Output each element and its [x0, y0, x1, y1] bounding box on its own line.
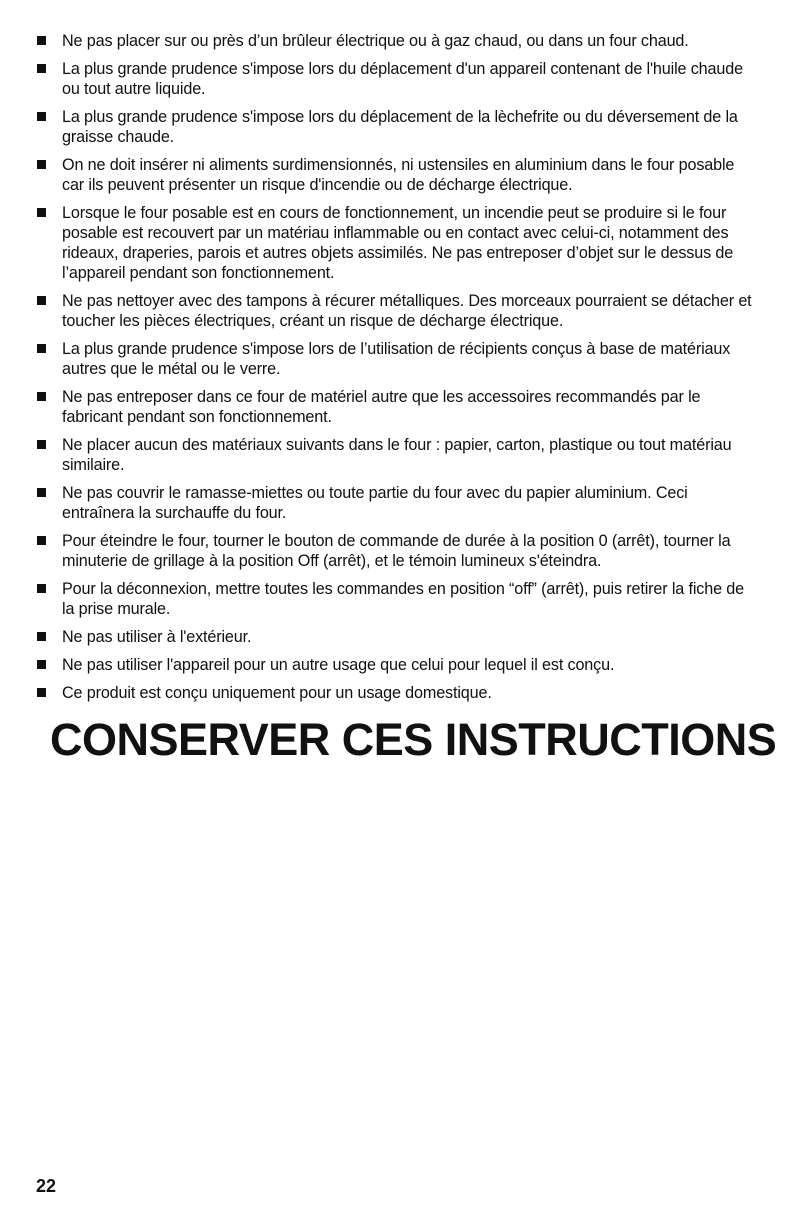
list-item: [36, 655, 756, 675]
list-item: [36, 387, 756, 427]
instruction-text: Ne pas utiliser l'appareil pour un autre usage que celui pour lequel il est conçu.: [62, 656, 615, 674]
closing-title: CONSERVER CES INSTRUCTIONS: [50, 714, 777, 765]
instruction-text: Ne pas couvrir le ramasse-miettes ou toute partie du four avec du papier aluminium. Ceci entraînera la surchauffe du four.: [62, 484, 688, 522]
list-item: [36, 435, 756, 475]
list-item: [36, 627, 756, 647]
instruction-text: Ne placer aucun des matériaux suivants dans le four : papier, carton, plastique ou tout matériau similaire.: [62, 436, 732, 474]
square-bullet-icon: [37, 64, 46, 73]
instruction-text: La plus grande prudence s'impose lors de l’utilisation de récipients conçus à base de matériaux autres que le métal ou le verre.: [62, 340, 731, 378]
square-bullet-icon: [37, 344, 46, 353]
square-bullet-icon: [37, 488, 46, 497]
square-bullet-icon: [37, 536, 46, 545]
instruction-text: Pour la déconnexion, mettre toutes les commandes en position “off” (arrêt), puis retirer la fiche de la prise murale.: [62, 580, 745, 618]
square-bullet-icon: [37, 160, 46, 169]
list-item: [36, 483, 756, 523]
list-item: [36, 107, 756, 147]
square-bullet-icon: [37, 296, 46, 305]
list-item: [36, 155, 756, 195]
square-bullet-icon: [37, 632, 46, 641]
list-item: [36, 203, 756, 283]
instruction-text: La plus grande prudence s'impose lors du déplacement de la lèchefrite ou du déversement de la graisse chaude.: [62, 108, 738, 146]
list-item: [36, 683, 756, 703]
square-bullet-icon: [37, 392, 46, 401]
instruction-text: La plus grande prudence s'impose lors du déplacement d'un appareil contenant de l'huile chaude ou tout autre liquide.: [62, 60, 743, 98]
instruction-text: Pour éteindre le four, tourner le bouton de commande de durée à la position 0 (arrêt), tourner la minuterie de grillage à la position Off (arrêt), et le témoin lumineux s'éteindra.: [62, 532, 731, 570]
instruction-text: Ne pas utiliser à l'extérieur.: [62, 628, 252, 646]
list-item: [36, 59, 756, 99]
square-bullet-icon: [37, 440, 46, 449]
square-bullet-icon: [37, 688, 46, 697]
list-item: [36, 579, 756, 619]
square-bullet-icon: [37, 208, 46, 217]
list-item: [36, 531, 756, 571]
list-item: [36, 339, 756, 379]
square-bullet-icon: [37, 36, 46, 45]
instruction-text: Lorsque le four posable est en cours de fonctionnement, un incendie peut se produire si le four posable est recouvert par un matériau inflammable ou en contact avec celui-ci, notamment des rideaux, draperies, parois et autres objets assimilés. Ne pas entreposer d’objet sur le dessus de l’appareil pendant son fonctionnement.: [62, 204, 734, 282]
instruction-text: On ne doit insérer ni aliments surdimensionnés, ni ustensiles en aluminium dans le four posable car ils peuvent présenter un risque d'incendie ou de décharge électrique.: [62, 156, 735, 194]
square-bullet-icon: [37, 584, 46, 593]
square-bullet-icon: [37, 112, 46, 121]
list-item: [36, 31, 756, 51]
instruction-text: Ce produit est conçu uniquement pour un usage domestique.: [62, 684, 492, 702]
page-number: 22: [36, 1176, 57, 1196]
safety-instructions-list: [36, 31, 756, 711]
instruction-text: Ne pas entreposer dans ce four de matériel autre que les accessoires recommandés par le fabricant pendant son fonctionnement.: [62, 388, 701, 426]
list-item: [36, 291, 756, 331]
square-bullet-icon: [37, 660, 46, 669]
instruction-text: Ne pas nettoyer avec des tampons à récurer métalliques. Des morceaux pourraient se détacher et toucher les pièces électriques, créant un risque de décharge électrique.: [62, 292, 752, 330]
instruction-text: Ne pas placer sur ou près d’un brûleur électrique ou à gaz chaud, ou dans un four chaud.: [62, 32, 689, 50]
